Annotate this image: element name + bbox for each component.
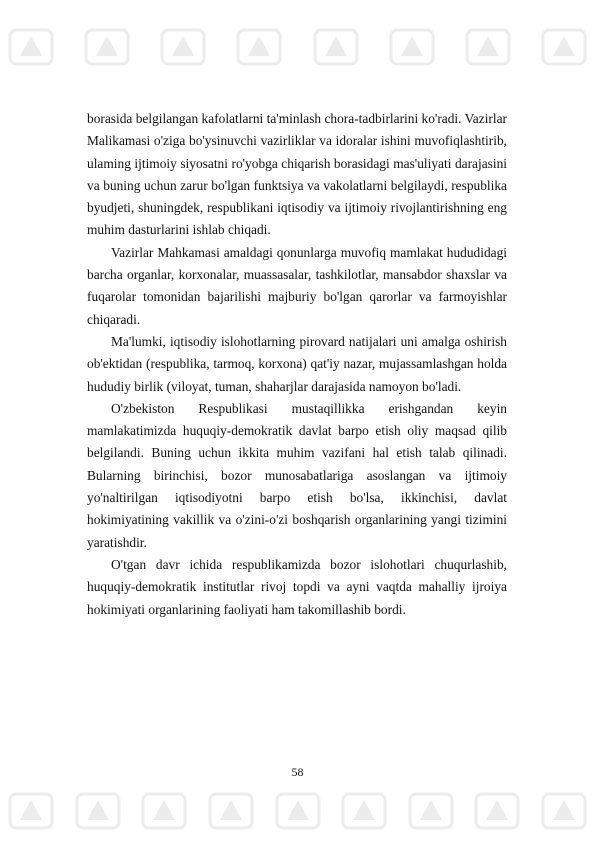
paragraph: O'zbekiston Respublikasi mustaqillikka erishgandan keyin mamlakatimizda huquqiy-demokratik davlat barpo etish oliy maqsad qilib belgilandi. Buning uchun ikkita muhim vazifani hal etish talab qilinadi. Bularning birinchisi, bozor munosabatlariga asoslangan va ijtimoiy yo'naltirilgan iqtisodiyotni barpo etish bo'lsa, ikkinchisi, davlat hokimiyatining vakillik va o'zini-o'zi boshqarish organlarining yangi tizimini yaratishdir. <box>87 400 507 550</box>
watermark-logo-icon <box>465 28 511 66</box>
watermark-logo-icon <box>75 792 121 830</box>
body-text <box>87 108 507 621</box>
watermark-logo-icon <box>160 28 206 66</box>
watermark-logo-icon <box>541 28 587 66</box>
paragraph: O'tgan davr ichida respublikamizda bozor islohotlari chuqurlashib, huquqiy-demokratik institutlar rivoj topdi va ayni vaqtda mahalliy ijroiya hokimiyati organlarining faoliyati ham takomillashib bordi. <box>87 556 507 617</box>
watermark-logo-icon <box>141 792 187 830</box>
watermark-logo-icon <box>408 792 454 830</box>
watermark-logo-icon <box>313 28 359 66</box>
watermark-logo-icon <box>389 28 435 66</box>
paragraph: Vazirlar Mahkamasi amaldagi qonunlarga muvofiq mamlakat hududidagi barcha organlar, korxonalar, muassasalar, tashkilotlar, mansabdor shaxslar va fuqarolar tomonidan bajarilishi majburiy bo'lgan qarorlar va farmoyishlar chiqaradi. <box>87 244 507 327</box>
watermark-row-bottom <box>0 792 595 830</box>
watermark-logo-icon <box>236 28 282 66</box>
watermark-logo-icon <box>341 792 387 830</box>
watermark-logo-icon <box>208 792 254 830</box>
watermark-logo-icon <box>474 792 520 830</box>
watermark-row-top <box>0 28 595 66</box>
paragraph: Ma'lumki, iqtisodiy islohotlarning pirovard natijalari uni amalga oshirish ob'ektidan (respublika, tarmoq, korxona) qat'iy nazar, mujassamlashgan holda hududiy birlik (viloyat, tuman, shaharjlar darajasida namoyon bo'ladi. <box>87 333 507 394</box>
watermark-logo-icon <box>8 28 54 66</box>
watermark-logo-icon <box>275 792 321 830</box>
watermark-logo-icon <box>84 28 130 66</box>
page-number: 58 <box>291 765 304 779</box>
paragraph: borasida belgilangan kafolatlarni ta'minlash chora-tadbirlarini ko'radi. Vazirlar Malikamasi o'ziga bo'ysinuvchi vazirliklar va idoralar ishini muvofiqlashtirib, ulaming ijtimoiy siyosatni ro'yobga chiqarish borasidagi mas'uliyati darajasini va buning uchun zarur bo'lgan funktsiya va vakolatlarni belgilaydi, respublika byudjeti, shuningdek, respublikani iqtisodiy va ijtimoiy rivojlantirishning eng muhim dasturlarini ishlab chiqadi. <box>87 111 507 238</box>
watermark-logo-icon <box>541 792 587 830</box>
watermark-logo-icon <box>8 792 54 830</box>
